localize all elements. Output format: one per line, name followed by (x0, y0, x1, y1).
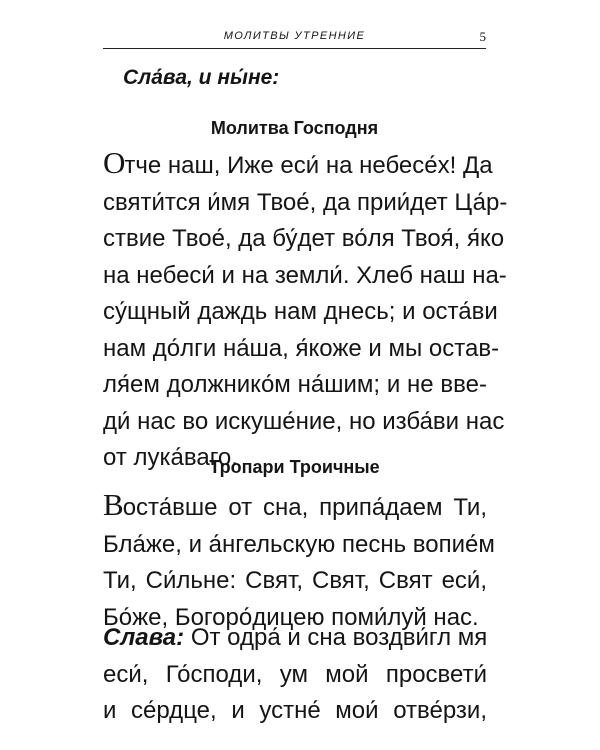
text-line: еси́, Го́споди, ум мой просвети́ (103, 660, 487, 688)
drop-initial: О (103, 145, 125, 180)
troparion-text (103, 487, 495, 636)
slava-text (103, 620, 487, 730)
text-line: от лука́ваго. (103, 444, 238, 471)
intro-rubric: Сла́ва, и ны́не: (123, 66, 280, 89)
page-number: 5 (479, 29, 486, 44)
text-line (103, 145, 493, 185)
text-line: нам до́лги на́ша, я́коже и мы остав- (103, 334, 500, 362)
text-line (103, 487, 487, 527)
text-line: святи́тся и́мя Твое́, да прии́дет Ца́р- (103, 188, 508, 216)
text-line: ствие Твое́, да бу́дет во́ля Твоя́, я́ко (103, 225, 505, 252)
slava-label: Слава: (103, 624, 185, 651)
lords-prayer-text (103, 145, 508, 477)
text-line: Бла́же, и а́нгельскую песнь вопие́м (103, 530, 495, 558)
text-line: ля́ем должнико́м на́шим; и не вве- (103, 371, 487, 398)
running-title: МОЛИТВЫ УТРЕННИЕ (223, 30, 366, 42)
prayer-heading: Молитва Господня (210, 118, 379, 138)
text-line: и се́рдце, и устне́ мои́ отве́рзи, (103, 697, 487, 724)
text-line: Бо́же, Богоро́дицею поми́луй нас. (103, 603, 479, 631)
troparia-heading: Тропари Троичные (209, 457, 380, 477)
text-line: Ти, Си́льне: Свят, Свят, Свят еси́, (103, 567, 487, 594)
text-line: на небеси́ и на земли́. Хлеб наш на- (103, 261, 507, 289)
running-header (103, 30, 486, 49)
text-line (103, 620, 487, 657)
text-line: су́щный даждь нам днесь; и оста́ви (103, 298, 498, 325)
text-line: ди́ нас во искуше́ние, но изба́ви нас (103, 407, 505, 435)
line-text: тче наш, Иже еси́ на небесе́х! Да (124, 152, 493, 179)
line-text: От одра́ и сна воздви́гл мя (190, 624, 488, 651)
line-text: оста́вше от сна, припа́даем Ти, (122, 494, 487, 521)
drop-initial: В (103, 487, 123, 522)
